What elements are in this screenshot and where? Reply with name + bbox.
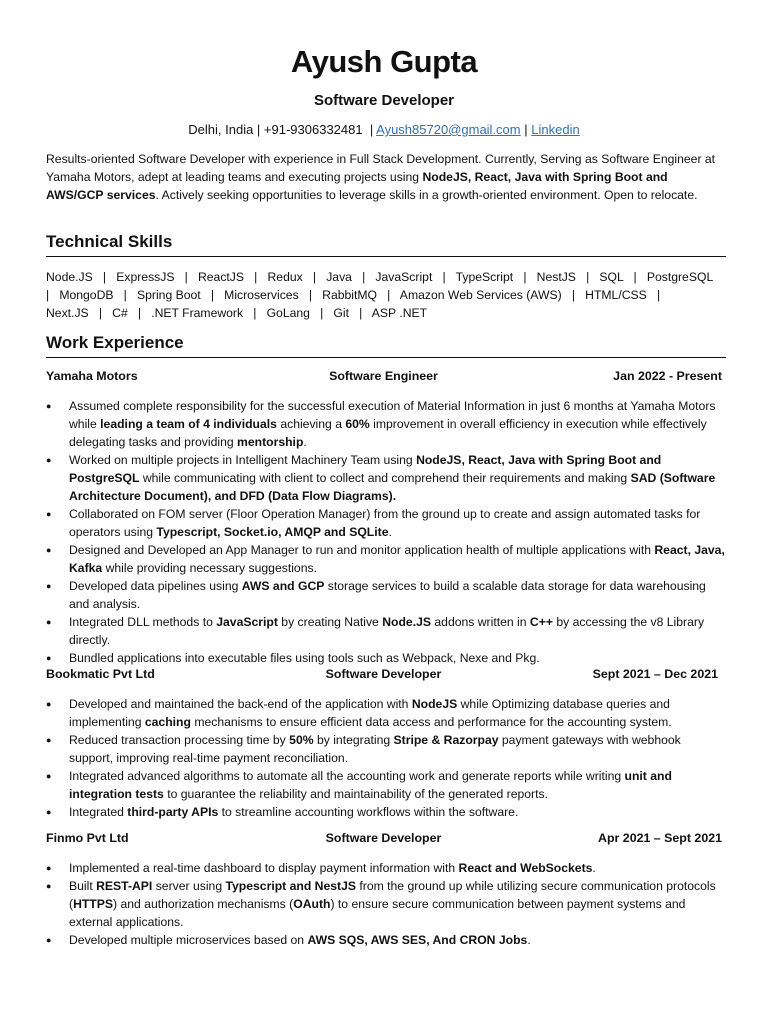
contact-line (0, 122, 768, 137)
technical-skills-heading: Technical Skills (46, 232, 726, 257)
skills-line: Node.JS | ExpressJS | ReactJS | Redux | Java | JavaScript | TypeScript | NestJS | SQL | PostgreSQL (46, 270, 714, 284)
bullet-item: ● Integrated third-party APIs to streamline accounting workflows within the software. (46, 803, 726, 821)
bullet-item: ● Designed and Developed an App Manager to run and monitor application health of multiple applications with React, Java, Kafka while providing necessary suggestions. (46, 541, 726, 577)
skills-list (46, 268, 726, 322)
contact-separator: | (524, 122, 528, 137)
job-bullets (46, 695, 726, 821)
job-header (46, 831, 722, 849)
location-phone: Delhi, India | +91-9306332481 (188, 122, 363, 137)
candidate-role: Software Developer (313, 92, 455, 109)
job-title: Software Developer (325, 831, 442, 845)
job-bullets (46, 397, 726, 667)
work-experience-heading: Work Experience (46, 333, 726, 358)
bullet-item: ● Bundled applications into executable files using tools such as Webpack, Nexe and Pkg. (46, 649, 726, 667)
candidate-name: Ayush Gupta (290, 44, 478, 79)
job-title: Software Engineer (329, 369, 438, 383)
skills-line: Next.JS | C# | .NET Framework | GoLang | Git | ASP .NET (46, 306, 428, 320)
linkedin-link[interactable]: Linkedin (531, 122, 580, 137)
job-bullets (46, 859, 726, 949)
professional-summary: Results-oriented Software Developer with experience in Full Stack Development. Currently, Serving as Software Engineer at Yamaha Motors, adept at leading teams and executing projects using NodeJS, React, Java with Spring Boot and AWS/GCP services. Actively seeking opportunities to leverage skills in a growth-oriented environment. Open to relocate. (46, 152, 716, 202)
job-header (46, 369, 722, 387)
bullet-item: ● Worked on multiple projects in Intelligent Machinery Team using NodeJS, React, Java with Spring Boot and PostgreSQL while communicating with client to collect and comprehend their requirements and making SAD (Software Architecture Document), and DFD (Data Flow Diagrams). (46, 451, 726, 505)
contact-separator: | (369, 122, 374, 137)
job-dates: Apr 2021 – Sept 2021 (598, 831, 722, 845)
job-title: Software Developer (325, 667, 442, 681)
bullet-item: ● Developed and maintained the back-end of the application with NodeJS while Optimizing database queries and implementing caching mechanisms to ensure efficient data access and performance for the accounting system. (46, 695, 726, 731)
bullet-item: ● Integrated DLL methods to JavaScript by creating Native Node.JS addons written in C++ by accessing the v8 Library directly. (46, 613, 726, 649)
bullet-item: ● Developed multiple microservices based on AWS SQS, AWS SES, And CRON Jobs. (46, 931, 726, 949)
email-link[interactable]: Ayush85720@gmail.com (376, 122, 521, 137)
job-dates: Jan 2022 - Present (613, 369, 722, 383)
skills-line: | MongoDB | Spring Boot | Microservices | RabbitMQ | Amazon Web Services (AWS) | HTML/CSS | (46, 288, 661, 302)
bullet-item: ● Reduced transaction processing time by 50% by integrating Stripe & Razorpay payment gateways with webhook support, improving real-time payment reconciliation. (46, 731, 726, 767)
company-name: Finmo Pvt Ltd (46, 831, 129, 845)
bullet-item: ● Integrated advanced algorithms to automate all the accounting work and generate reports while writing unit and integration tests to guarantee the reliability and maintainability of the generated reports. (46, 767, 726, 803)
bullet-item: ● Built REST-API server using Typescript and NestJS from the ground up while utilizing secure communication protocols (HTTPS) and authorization mechanisms (OAuth) to ensure secure communication between payment systems and external applications. (46, 877, 726, 931)
bullet-item: ● Assumed complete responsibility for the successful execution of Material Information in just 6 months at Yamaha Motors while leading a team of 4 individuals achieving a 60% improvement in overall efficiency in execution while effectively delegating tasks and providing mentorship. (46, 397, 726, 451)
company-name: Bookmatic Pvt Ltd (46, 667, 155, 681)
bullet-item: ● Implemented a real-time dashboard to display payment information with React and WebSockets. (46, 859, 726, 877)
job-dates: Sept 2021 – Dec 2021 (592, 667, 718, 681)
bullet-item: ● Collaborated on FOM server (Floor Operation Manager) from the ground up to create and assign automated tasks for operators using Typescript, Socket.io, AMQP and SQLite. (46, 505, 726, 541)
company-name: Yamaha Motors (46, 369, 138, 383)
bullet-item: ● Developed data pipelines using AWS and GCP storage services to build a scalable data storage for data warehousing and analysis. (46, 577, 726, 613)
job-header (46, 667, 722, 685)
